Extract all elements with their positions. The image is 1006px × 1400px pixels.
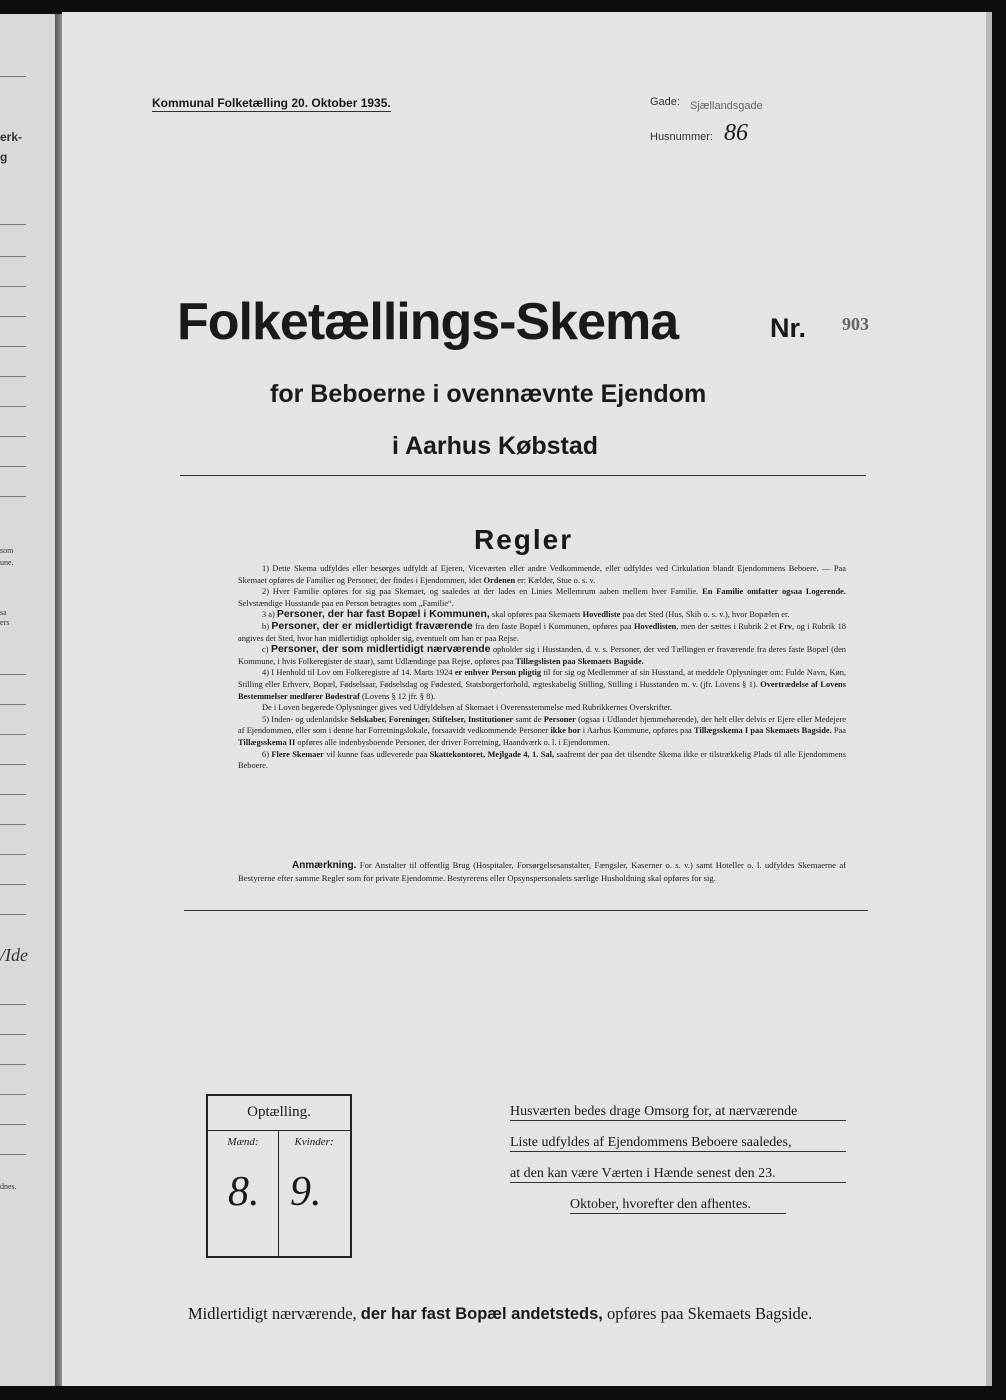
notice-line: Husværten bedes drage Omsorg for, at nærværende [510,1104,846,1121]
census-form-page [62,12,986,1386]
rule-6: 6) Flere Skemaer vil kunne faas udleverede paa Skattekontoret, Mejlgade 4, 1. Sal, saafremt der paa det tilsendte Skema ikke er tilstrækkelig Plads til alle Ejendommens Beboere. [238,749,847,771]
page-edge [986,12,992,1386]
rule-1: 1) Dette Skema udfyldes eller besørges udfyldt af Ejeren, Viceværten eller andre Vedkommende, eller udfyldes ved Cirkulation blandt Ejendommens Beboere. — Paa Skemaet opføres de Familier og Personer, der findes i Ejendommen, idet Ordenen er: Kælder, Stue o. s. v. [238,564,846,585]
rule-3b: b) Personer, der er midlertidigt fraværende fra den faste Bopæl i Kommunen, opføres paa Hovedlisten, men der sættes i Rubrik 2 et Frv, og i Rubrik 18 angives det Sted, hvor han midlertidigt opholder sig, eventuelt om han er paa Rejse. [238,619,846,643]
form-title: Folketællings-Skema [177,293,679,351]
left-page-rule [0,76,26,77]
form-subtitle-city: i Aarhus Købstad [392,432,599,460]
count-box [206,1094,352,1258]
husnummer-label: Husnummer: [650,131,713,143]
men-label: Mænd: [227,1136,259,1148]
rule-3c: c) Personer, der som midlertidigt nærværende opholder sig i Husstanden, d. v. s. Personer, der ved Tællingen er fraværende fra deres faste Bopæl (den Kommune, i hvis Folkeregister de staar), samt Udlændinge paa Rejse, opføres paa Tillægslisten paa Skemaets Bagside. [238,643,846,666]
left-page-rule [0,764,26,765]
count-box-column-divider [278,1130,279,1256]
men-count: 8. [228,1169,260,1215]
rule-4: 4) I Henhold til Lov om Folkeregistre af 14. Marts 1924 er enhver Person pligtig til for sig og Medlemmer af sin Husstand, at meddele Oplysninger om: Fulde Navn, Køn, Stilling eller Erhverv, Bopæl, Fødselsaar, Fødselsdag og Fødested, Statsborgerforhold, ægteskabelig Stilling, Stilling i Husstanden m. v. (jfr. Lovens § 1). Overtrædelse af Lovens Bestemmelser medfører Bødestraf (Lovens § 12 jfr. § 8). [238,668,847,701]
rule-2: 2) Hver Familie opføres for sig paa Skemaet, og saaledes at der lades en Linies Mellemrum aaben mellem hver Familie. En Familie omfatter ogsaa Logerende. Selvstændige Husstande paa en Person betragtes som „Familie“. [238,587,846,608]
left-page-rule [0,794,26,795]
landlord-notice [510,1104,846,1228]
left-fragment-text: ers [0,618,10,627]
left-page-rule [0,436,26,437]
left-page-rule [0,1064,26,1065]
left-page-rule [0,224,26,225]
rules-body [238,563,846,772]
left-fragment-text: som [0,546,14,555]
left-page-rule [0,1094,26,1095]
notice-line: at den kan være Værten i Hænde senest den 23. [510,1166,846,1183]
left-page-rule [0,734,26,735]
census-header: Kommunal Folketælling 20. Oktober 1935. [152,96,391,110]
form-subtitle: for Beboerne i ovennævnte Ejendom [270,380,707,408]
notice-line: Oktober, hvorefter den afhentes. [570,1197,786,1214]
count-box-divider [208,1130,350,1131]
form-number-value: 903 [842,314,869,334]
left-page-rule [0,674,26,675]
left-page-rule [0,496,26,497]
rules-heading: Regler [474,524,574,555]
left-page-rule [0,1154,26,1155]
left-page-rule [0,1034,26,1035]
divider-top [180,475,866,476]
left-page-rule [0,824,26,825]
notice-line: Liste udfyldes af Ejendommens Beboere saaledes, [510,1135,846,1152]
left-page-rule [0,1004,26,1005]
left-page-rule [0,466,26,467]
left-page-rule [0,286,26,287]
rule-5: 5) Inden- og udenlandske Selskaber, Foreninger, Stiftelser, Institutioner samt de Personer (ogsaa i Udlandet hjemmehørende), der helt eller delvis er Ejere eller Medejere af Ejendommen, eller som i denne har Forretningslokale, forsaavidt vedkommende Personer ikke bor i Aarhus Kommune, opføres paa Tillægsskema I paa Skemaets Bagside. Paa Tillægsskema II opføres alle indenbysboende Personer, der driver Forretning, Haandværk o. l. i Ejendommen. [238,714,846,747]
divider-bottom [184,910,868,911]
form-number-label: Nr. [770,313,807,343]
women-label: Kvinder: [294,1136,334,1148]
left-page-rule [0,914,26,915]
women-count: 9. [290,1169,322,1215]
rule-3a: 3 a) Personer, der har fast Bopæl i Kommunen, skal opføres paa Skemaets Hovedliste paa det Sted (Hus, Skib o. s. v.), hvor Bopælen er. [262,608,790,621]
left-fragment-text: sa [0,608,7,617]
footer-note: Midlertidigt nærværende, der har fast Bopæl andetsteds, opføres paa Skemaets Bagside. [188,1304,813,1323]
husnummer-value: 86 [724,120,748,146]
left-page-rule [0,704,26,705]
anmaerkning-note [238,859,846,884]
gade-value: Sjællandsgade [690,100,763,112]
count-title: Optælling. [247,1104,311,1120]
left-page-fragment [0,14,56,1386]
left-page-rule [0,316,26,317]
left-page-rule [0,256,26,257]
left-page-rule [0,1124,26,1125]
left-fragment-text: dnes. [0,1182,17,1191]
left-page-rule [0,854,26,855]
anmaerkning-text: For Anstalter til offentlig Brug (Hospitaler, Forsørgelsesanstalter, Fængsler, Kaserner o. s. v.) samt Hoteller o. l. udfyldes Skemaerne af Bestyrerne efter samme Regler som for private Ejendomme. Bestyrerens eller Opsynspersonalets særlige Husholdning skal opføres for sig. [238,860,846,883]
left-fragment-handwriting: /Ide [0,945,28,965]
left-page-rule [0,376,26,377]
left-fragment-text: erk- [0,130,23,144]
left-fragment-text: une. [0,558,14,567]
left-fragment-text: g [0,150,8,164]
left-page-rule [0,406,26,407]
left-page-rule [0,884,26,885]
rule-4-note: De i Loven begærede Oplysninger gives ved Udfyldelsen af Skemaet i Overensstemmelse med Rubrikkernes Overskrifter. [262,703,673,713]
anmaerkning-label: Anmærkning. [292,860,357,871]
left-page-rule [0,346,26,347]
gade-label: Gade: [650,96,680,108]
